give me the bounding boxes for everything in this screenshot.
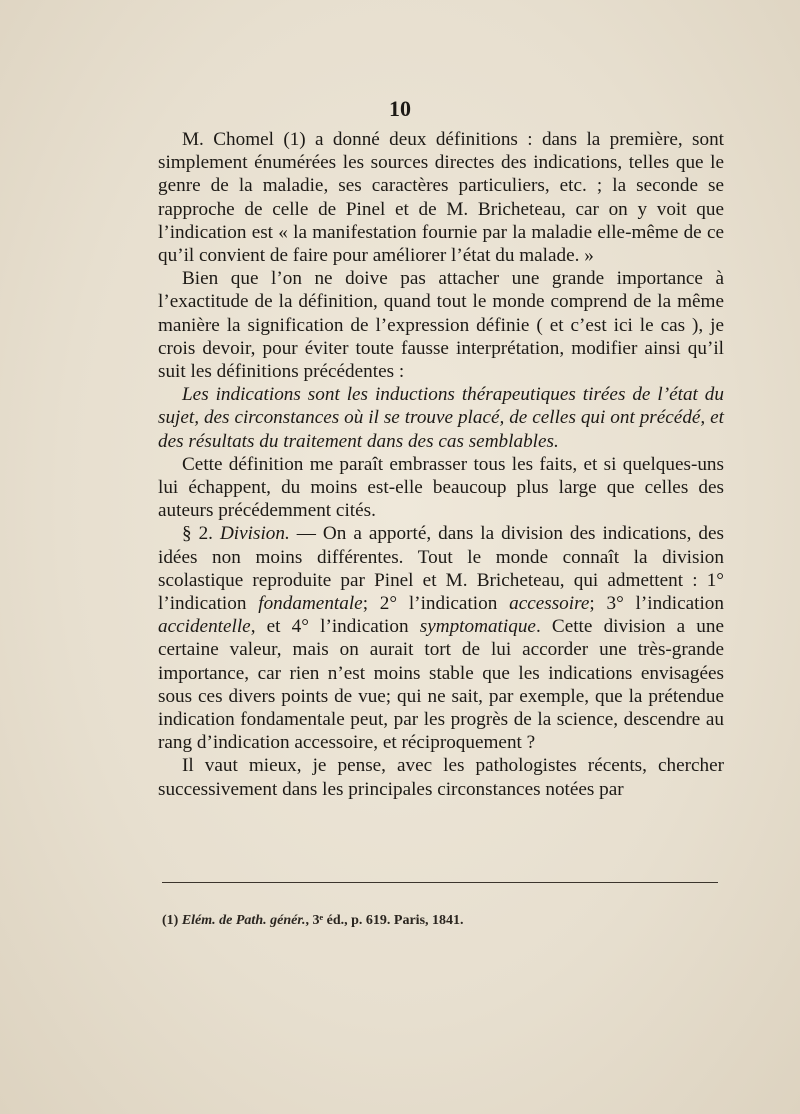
paragraph-definition xyxy=(158,383,724,453)
term-fondamentale: fondamentale xyxy=(258,593,363,615)
definition-italic: Les indications sont les inductions thérapeutiques tirées de l’état du sujet, des circonstances où il se trouve placé, de celles qui ont précédé, et des résultats du traitement dans des cas semblables. xyxy=(158,384,724,452)
footnote-title: Elém. de Path. génér. xyxy=(181,913,306,928)
division-heading: Division. xyxy=(219,523,290,545)
term-accessoire: accessoire xyxy=(509,593,590,615)
division-seg-10: . Cette division a une certaine valeur, mais on aurait tort de lui accorder une très-grande importance, car rien n’est moins stable que les indications envisagées sous ces divers points de vue; qui ne sait, par exemple, que la prétendue indication fondamentale peut, par les progrès de la science, descendre au rang d’indication accessoire, et réciproquement ? xyxy=(158,616,724,754)
division-seg-8: , et 4° l’indication xyxy=(250,616,420,638)
division-seg-0: § 2. xyxy=(182,523,220,545)
page-number: 10 xyxy=(389,96,411,121)
paragraph-chomel: M. Chomel (1) a donné deux définitions : dans la première, sont simplement énumérées les sources directes des indications, telles que le genre de la maladie, ses caractères particuliers, etc. ; la seconde se rapproche de celle de Pinel et de M. Bricheteau, car on y voit que l’indication est « la manifestation fournie par la maladie elle-même de ce qu’il convient de faire pour améliorer l’état du malade. » xyxy=(158,129,724,267)
paragraph-division xyxy=(158,522,724,754)
term-symptomatique: symptomatique xyxy=(419,616,536,638)
paragraph-cette-definition: Cette définition me paraît embrasser tous les faits, et si quelques-uns lui échappent, du moins est-elle beaucoup plus large que celles des auteurs précédemment cités. xyxy=(158,453,724,522)
footnote-marker: (1) xyxy=(162,913,182,928)
body-text xyxy=(158,128,724,801)
term-accidentelle: accidentelle xyxy=(158,616,251,638)
footnote-rest: , 3ᵉ éd., p. 619. Paris, 1841. xyxy=(305,913,464,928)
paragraph-pathologistes: Il vaut mieux, je pense, avec les pathologistes récents, chercher successivement dans les principales circonstances notées par xyxy=(158,755,724,800)
division-seg-2: — On a apporté, dans la division des indications, des idées non moins différentes. Tout le monde connaît la division scolastique reproduite par Pinel et M. Bricheteau, qui admettent : 1° l’indication xyxy=(158,523,724,615)
footnote xyxy=(162,912,722,930)
division-seg-4: ; 2° l’indication xyxy=(362,593,510,615)
division-seg-6: ; 3° l’indication xyxy=(589,593,724,615)
footnote-rule xyxy=(162,882,718,883)
paragraph-importance: Bien que l’on ne doive pas attacher une grande importance à l’exactitude de la définition, quand tout le monde comprend de la même manière la signification de l’expression définie ( et c’est ici le cas ), je crois devoir, pour éviter toute fausse interprétation, modifier ainsi qu’il suit les définitions précédentes : xyxy=(158,268,724,383)
